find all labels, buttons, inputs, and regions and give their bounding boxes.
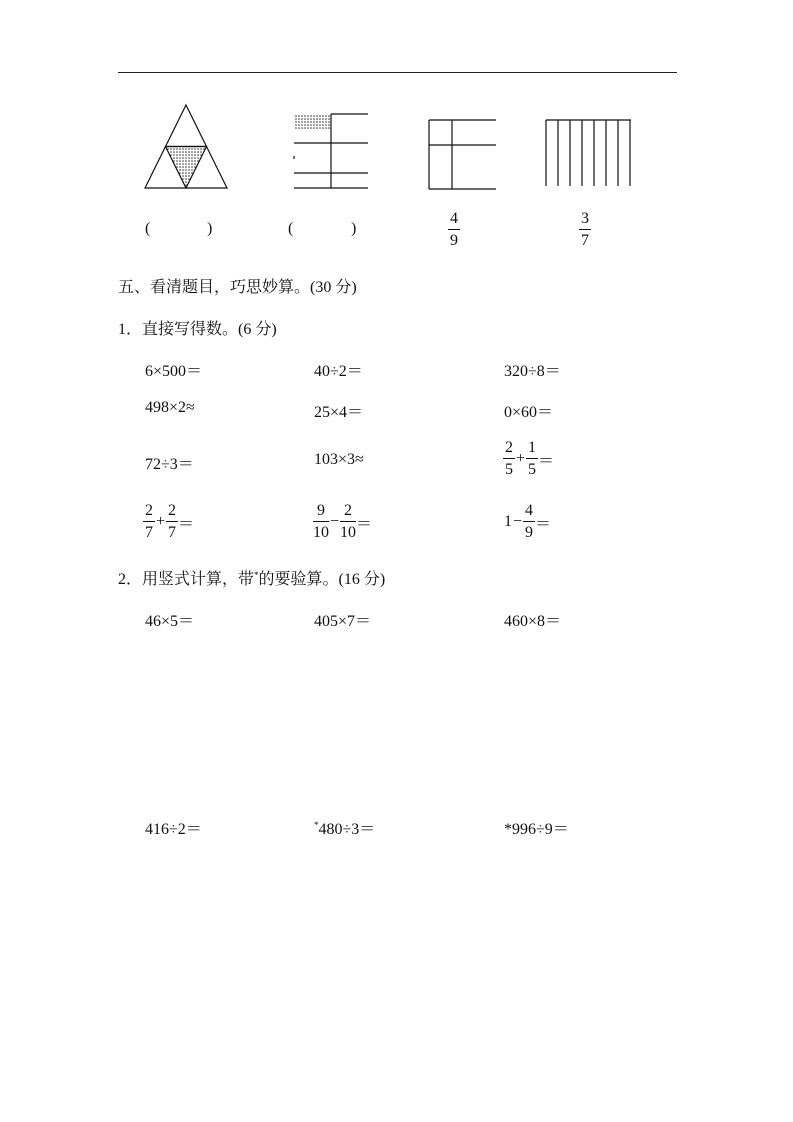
section-5-heading: 五、看清题目，巧思妙算。(30 分) — [118, 279, 357, 296]
minus-sign: − — [330, 513, 340, 530]
fraction: $\frac{2}{5}$ — [505, 439, 513, 478]
rectangle-strips-figure — [292, 112, 372, 192]
q1-item-9 — [503, 440, 554, 478]
q1-item-2: 40÷2＝ — [314, 363, 363, 380]
q1-item-6: 0×60＝ — [504, 404, 554, 421]
q2-item-5: *480÷3＝ — [314, 820, 376, 838]
fraction: $\frac{2}{10}$ — [340, 502, 357, 541]
q1-item-7: 72÷3＝ — [145, 456, 194, 473]
q1-item-12 — [504, 503, 551, 541]
grid-rectangle-figure — [428, 119, 498, 191]
answer-blank-2-close[interactable]: ) — [351, 220, 357, 237]
one-number: 1 — [504, 513, 512, 530]
q2-item-1: 46×5＝ — [145, 613, 195, 630]
figure-3-fraction: 4 9 — [450, 210, 458, 249]
question-2-heading: 2．用竖式计算，带*的要验算。(16 分) — [118, 570, 386, 588]
fraction: $\frac{2}{7}$ — [145, 502, 153, 541]
fraction: $\frac{9}{10}$ — [313, 502, 329, 541]
q2-item-4: 416÷2＝ — [145, 821, 202, 838]
q2-item-2: 405×7＝ — [314, 613, 372, 630]
fraction: $\frac{1}{5}$ — [528, 439, 537, 478]
question-1-heading: 1．直接写得数。(6 分) — [118, 321, 277, 338]
minus-sign: − — [513, 513, 523, 530]
answer-blank-1-close[interactable]: ) — [207, 220, 213, 237]
equals-sign: ＝ — [178, 515, 195, 533]
plus-sign: + — [156, 513, 166, 530]
equals-sign: ＝ — [356, 515, 373, 533]
answer-blank-2-open[interactable]: ( — [288, 220, 294, 237]
asterisk-mark: * — [254, 570, 259, 580]
asterisk-mark: * — [314, 820, 319, 830]
header-rule — [118, 72, 677, 73]
q1-item-5: 25×4＝ — [314, 404, 364, 421]
q1-item-3: 320÷8＝ — [504, 363, 561, 380]
triangle-figure — [143, 103, 229, 191]
q2-item-6: *996÷9＝ — [504, 821, 569, 838]
q1-item-1: 6×500＝ — [145, 363, 203, 380]
q1-item-10 — [143, 503, 194, 541]
figure-4-fraction: 3 7 — [581, 210, 589, 249]
fraction: $\frac{2}{7}$ — [168, 502, 177, 541]
q1-item-11 — [313, 503, 372, 541]
q1-item-4: 498×2≈ — [145, 399, 195, 416]
answer-blank-1-open[interactable]: ( — [145, 220, 151, 237]
equals-sign: ＝ — [535, 515, 552, 533]
q1-item-8: 103×3≈ — [314, 451, 364, 468]
fraction: $\frac{4}{9}$ — [525, 502, 534, 541]
vertical-strips-figure — [545, 119, 633, 189]
equals-sign: ＝ — [538, 452, 555, 470]
q2-item-3: 460×8＝ — [504, 613, 562, 630]
plus-sign: + — [516, 450, 526, 467]
